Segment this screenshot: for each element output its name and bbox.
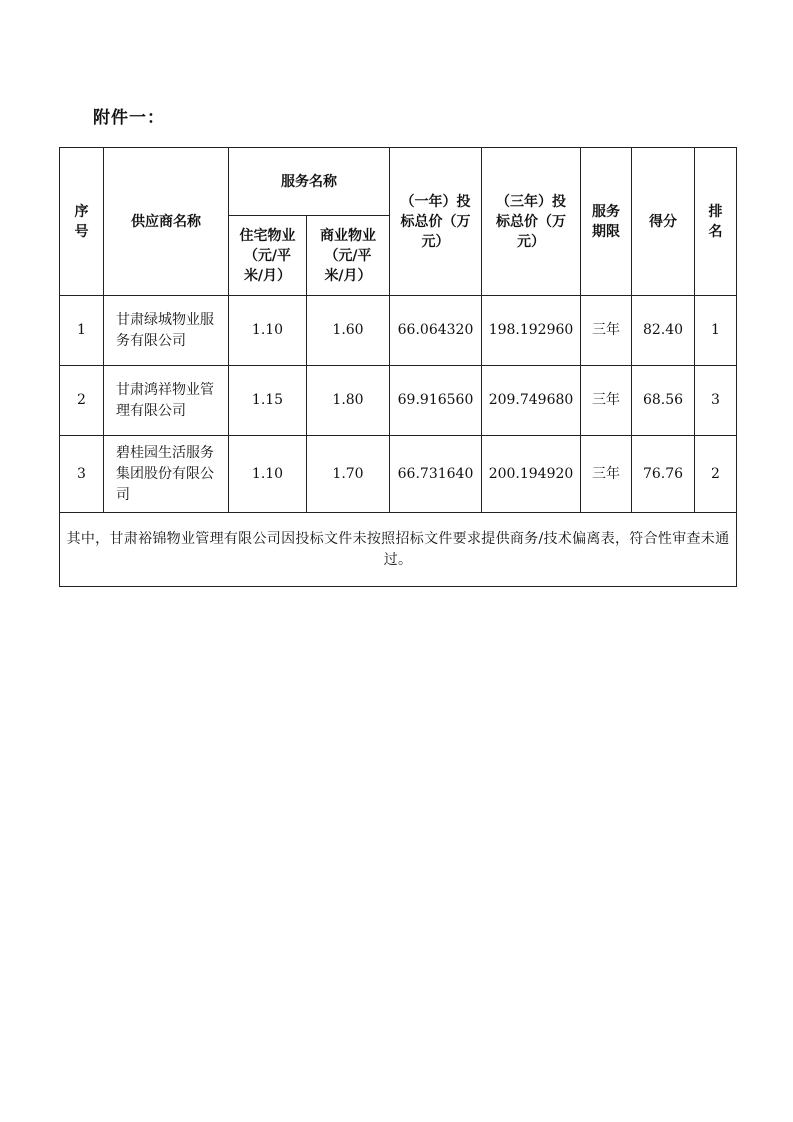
cell-score: 82.40 [632, 296, 695, 366]
cell-bid-three-year: 209.749680 [482, 366, 581, 436]
cell-supplier: 甘肃绿城物业服务有限公司 [104, 296, 229, 366]
cell-residential: 1.10 [229, 296, 307, 366]
cell-index: 2 [60, 366, 104, 436]
table-row [60, 436, 737, 513]
header-residential: 住宅物业（元/平米/月） [229, 216, 307, 296]
header-score: 得分 [632, 148, 695, 296]
note-row [60, 513, 737, 587]
header-rank: 排名 [695, 148, 737, 296]
header-bid-one-year: （一年）投标总价（万元） [390, 148, 482, 296]
cell-bid-three-year: 198.192960 [482, 296, 581, 366]
cell-residential: 1.15 [229, 366, 307, 436]
cell-bid-one-year: 69.916560 [390, 366, 482, 436]
header-term: 服务期限 [581, 148, 632, 296]
cell-commercial: 1.70 [307, 436, 390, 513]
cell-bid-one-year: 66.731640 [390, 436, 482, 513]
cell-supplier: 甘肃鸿祥物业管理有限公司 [104, 366, 229, 436]
cell-rank: 3 [695, 366, 737, 436]
cell-rank: 1 [695, 296, 737, 366]
cell-index: 1 [60, 296, 104, 366]
header-service-group: 服务名称 [229, 148, 390, 216]
table-row [60, 366, 737, 436]
table-row [60, 296, 737, 366]
cell-rank: 2 [695, 436, 737, 513]
header-index: 序号 [60, 148, 104, 296]
cell-score: 76.76 [632, 436, 695, 513]
attachment-heading: 附件一： [93, 108, 165, 128]
cell-bid-three-year: 200.194920 [482, 436, 581, 513]
cell-supplier: 碧桂园生活服务集团股份有限公司 [104, 436, 229, 513]
cell-score: 68.56 [632, 366, 695, 436]
cell-term: 三年 [581, 296, 632, 366]
cell-commercial: 1.60 [307, 296, 390, 366]
bid-result-table [59, 147, 737, 587]
cell-term: 三年 [581, 436, 632, 513]
header-row-top [60, 148, 737, 216]
cell-term: 三年 [581, 366, 632, 436]
cell-commercial: 1.80 [307, 366, 390, 436]
header-supplier: 供应商名称 [104, 148, 229, 296]
note-text: 其中，甘肃裕锦物业管理有限公司因投标文件未按照招标文件要求提供商务/技术偏离表，符合性审查未通过。 [60, 513, 737, 587]
cell-index: 3 [60, 436, 104, 513]
header-bid-three-year: （三年）投标总价（万元） [482, 148, 581, 296]
cell-residential: 1.10 [229, 436, 307, 513]
header-commercial: 商业物业（元/平米/月） [307, 216, 390, 296]
cell-bid-one-year: 66.064320 [390, 296, 482, 366]
